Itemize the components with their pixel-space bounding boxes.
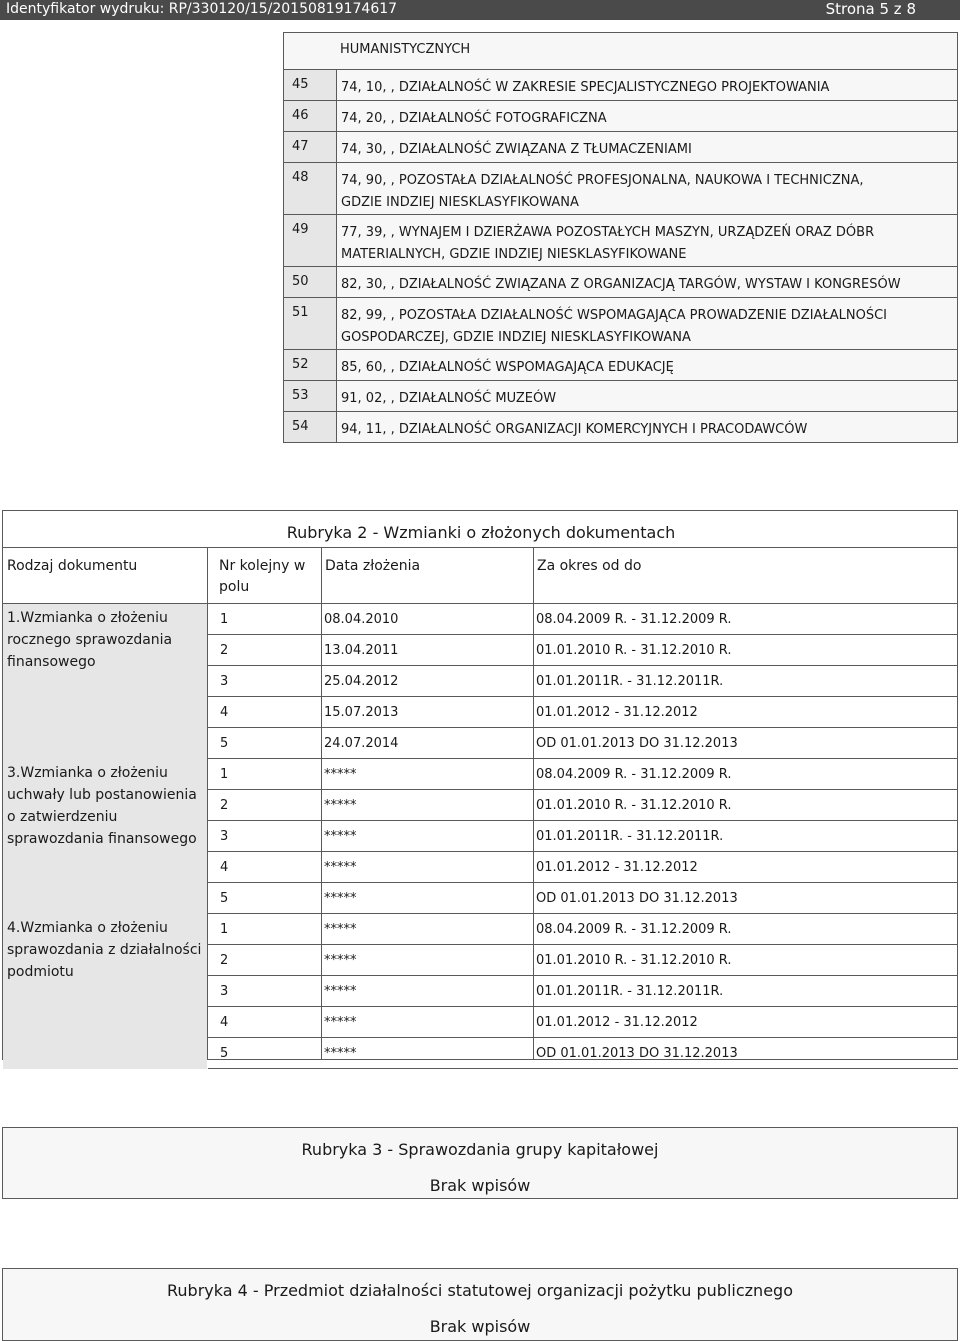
- entry-number: 2: [220, 953, 229, 968]
- pkd-row-text: 94, 11, , DZIAŁALNOŚĆ ORGANIZACJI KOMERCYJNYCH I PRACODAWCÓW: [341, 422, 808, 437]
- pkd-row: [284, 411, 957, 442]
- entry-date: 13.04.2011: [324, 643, 399, 658]
- pkd-row-number: 49: [292, 222, 309, 237]
- print-identifier: Identyfikator wydruku: RP/330120/15/20150819174617: [6, 1, 398, 17]
- page-indicator: Strona 5 z 8: [825, 0, 916, 18]
- pkd-row: [284, 214, 957, 266]
- entry-period: OD 01.01.2013 DO 31.12.2013: [536, 1046, 738, 1061]
- pkd-row-text: 82, 99, , POZOSTAŁA DZIAŁALNOŚĆ WSPOMAGAJĄCA PROWADZENIE DZIAŁALNOŚCI GOSPODARCZEJ, GDZIE INDZIEJ NIESKLASYFIKOWANA: [341, 308, 888, 345]
- pkd-continuation-text: HUMANISTYCZNYCH: [340, 42, 471, 57]
- column-divider: [207, 547, 208, 1059]
- entry-period: 01.01.2012 - 31.12.2012: [536, 860, 698, 875]
- pkd-row-text: 91, 02, , DZIAŁALNOŚĆ MUZEÓW: [341, 391, 557, 406]
- document-group: [3, 759, 207, 914]
- entry-number: 2: [220, 643, 229, 658]
- entry-number: 4: [220, 705, 229, 720]
- pkd-row-text: 74, 20, , DZIAŁALNOŚĆ FOTOGRAFICZNA: [341, 111, 607, 126]
- entry-number: 5: [220, 891, 229, 906]
- pkd-row-text: 85, 60, , DZIAŁALNOŚĆ WSPOMAGAJĄCA EDUKACJĘ: [341, 360, 674, 375]
- pkd-row: [284, 297, 957, 349]
- pkd-row-text: 82, 30, , DZIAŁALNOŚĆ ZWIĄZANA Z ORGANIZACJĄ TARGÓW, WYSTAW I KONGRESÓW: [341, 277, 901, 292]
- entry-period: OD 01.01.2013 DO 31.12.2013: [536, 891, 738, 906]
- entry-date: *****: [324, 1046, 357, 1061]
- entry-number: 1: [220, 767, 229, 782]
- pkd-row-number: 52: [292, 357, 309, 372]
- document-type-label: 1.Wzmianka o złożeniu rocznego sprawozdania finansowego: [7, 610, 173, 670]
- document-group: [3, 914, 207, 1069]
- print-header: [0, 0, 960, 20]
- entry-period: 01.01.2011R. - 31.12.2011R.: [536, 829, 724, 844]
- entry-date: 15.07.2013: [324, 705, 399, 720]
- pkd-row-number: 45: [292, 77, 309, 92]
- pkd-row: [284, 162, 957, 214]
- entry-number: 3: [220, 674, 229, 689]
- entry-number: 4: [220, 860, 229, 875]
- pkd-row: [284, 380, 957, 411]
- pkd-row-number: 53: [292, 388, 309, 403]
- entry-period: 01.01.2010 R. - 31.12.2010 R.: [536, 798, 732, 813]
- rubryka-2-title: Rubryka 2 - Wzmianki o złożonych dokumentach: [286, 523, 676, 542]
- pkd-row: [284, 266, 957, 297]
- rubryka-3-title: Rubryka 3 - Sprawozdania grupy kapitałowej: [301, 1140, 659, 1159]
- entry-period: 01.01.2012 - 31.12.2012: [536, 705, 698, 720]
- column-divider: [533, 547, 534, 1059]
- entry-period: 01.01.2010 R. - 31.12.2010 R.: [536, 953, 732, 968]
- entry-date: *****: [324, 891, 357, 906]
- column-header-field-no: Nr kolejny w polu: [219, 558, 306, 595]
- pkd-row-number: 54: [292, 419, 309, 434]
- entry-date: *****: [324, 953, 357, 968]
- entry-date: *****: [324, 1015, 357, 1030]
- pkd-row-number: 50: [292, 274, 309, 289]
- column-header-doc-type: Rodzaj dokumentu: [7, 558, 138, 574]
- pkd-row: [284, 131, 957, 162]
- pkd-row-number: 46: [292, 108, 309, 123]
- pkd-row-text: 74, 30, , DZIAŁALNOŚĆ ZWIĄZANA Z TŁUMACZENIAMI: [341, 142, 692, 157]
- entry-number: 1: [220, 922, 229, 937]
- entry-period: 08.04.2009 R. - 31.12.2009 R.: [536, 922, 732, 937]
- document-type-label: 4.Wzmianka o złożeniu sprawozdania z działalności podmiotu: [7, 920, 202, 980]
- pkd-row: [284, 69, 957, 100]
- pkd-activity-table: [283, 32, 958, 443]
- row-divider: [208, 1068, 958, 1069]
- rubryka-3-section: [2, 1127, 958, 1199]
- entry-date: *****: [324, 860, 357, 875]
- pkd-row: [284, 349, 957, 380]
- document-group: [3, 604, 207, 759]
- entry-number: 4: [220, 1015, 229, 1030]
- column-header-period: Za okres od do: [537, 558, 642, 574]
- entry-date: *****: [324, 984, 357, 999]
- pkd-row: [284, 100, 957, 131]
- entry-period: 01.01.2012 - 31.12.2012: [536, 1015, 698, 1030]
- pkd-row-number: 51: [292, 305, 309, 320]
- entry-number: 5: [220, 1046, 229, 1061]
- entry-period: 01.01.2011R. - 31.12.2011R.: [536, 674, 724, 689]
- entry-number: 5: [220, 736, 229, 751]
- entry-period: 08.04.2009 R. - 31.12.2009 R.: [536, 767, 732, 782]
- entry-date: 08.04.2010: [324, 612, 399, 627]
- pkd-row-text: 74, 90, , POZOSTAŁA DZIAŁALNOŚĆ PROFESJONALNA, NAUKOWA I TECHNICZNA, GDZIE INDZIEJ NIESKLASYFIKOWANA: [341, 173, 864, 210]
- pkd-row-text: 74, 10, , DZIAŁALNOŚĆ W ZAKRESIE SPECJALISTYCZNEGO PROJEKTOWANIA: [341, 80, 830, 95]
- entry-number: 2: [220, 798, 229, 813]
- rubryka-2-section: [2, 510, 958, 1060]
- pkd-row-number: 48: [292, 170, 309, 185]
- entry-period: 08.04.2009 R. - 31.12.2009 R.: [536, 612, 732, 627]
- pkd-row-text: 77, 39, , WYNAJEM I DZIERŻAWA POZOSTAŁYCH MASZYN, URZĄDZEŃ ORAZ DÓBR MATERIALNYCH, GDZIE INDZIEJ NIESKLASYFIKOWANE: [341, 225, 875, 262]
- entry-date: 24.07.2014: [324, 736, 399, 751]
- rubryka-4-section: [2, 1268, 958, 1341]
- column-header-date: Data złożenia: [325, 558, 421, 574]
- entry-period: 01.01.2010 R. - 31.12.2010 R.: [536, 643, 732, 658]
- entry-date: *****: [324, 798, 357, 813]
- entry-date: *****: [324, 829, 357, 844]
- entry-number: 3: [220, 829, 229, 844]
- rubryka-4-title: Rubryka 4 - Przedmiot działalności statutowej organizacji pożytku publicznego: [167, 1281, 793, 1300]
- pkd-row-number: 47: [292, 139, 309, 154]
- column-divider: [321, 547, 322, 1059]
- entry-date: *****: [324, 767, 357, 782]
- entry-number: 3: [220, 984, 229, 999]
- rubryka-4-value: Brak wpisów: [429, 1317, 531, 1336]
- header-divider: [3, 547, 957, 548]
- rubryka-3-value: Brak wpisów: [429, 1176, 531, 1195]
- entry-number: 1: [220, 612, 229, 627]
- entry-date: *****: [324, 922, 357, 937]
- document-type-label: 3.Wzmianka o złożeniu uchwały lub postanowienia o zatwierdzeniu sprawozdania finansowego: [7, 765, 197, 847]
- entry-period: 01.01.2011R. - 31.12.2011R.: [536, 984, 724, 999]
- entry-date: 25.04.2012: [324, 674, 399, 689]
- entry-period: OD 01.01.2013 DO 31.12.2013: [536, 736, 738, 751]
